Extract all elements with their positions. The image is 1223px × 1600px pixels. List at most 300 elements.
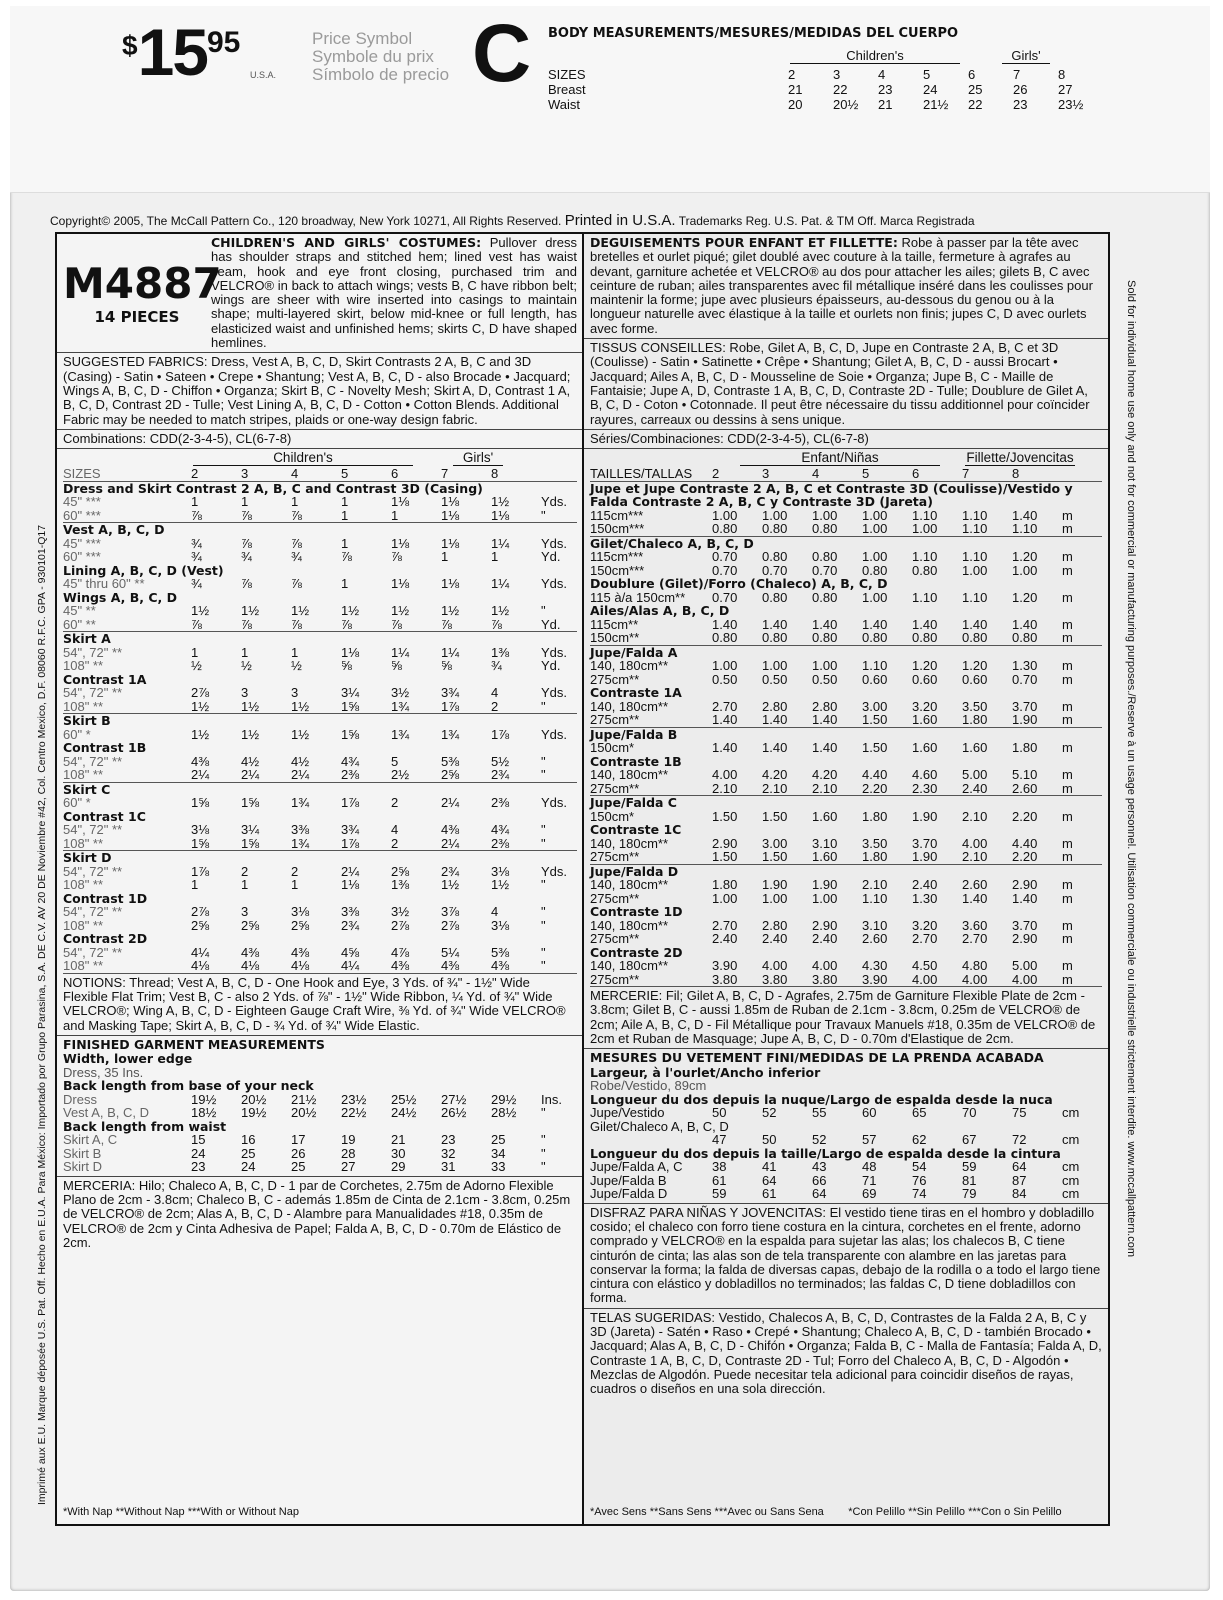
garment-label: Skirt A, C <box>63 1132 118 1148</box>
unit-cell: m <box>1062 671 1073 687</box>
measure-cell: 19½ <box>191 1091 217 1107</box>
fabric-width-row <box>63 946 577 960</box>
measure-cell: 26 <box>291 1145 306 1161</box>
cell-value: 27 <box>1058 82 1073 97</box>
sizes-row <box>590 467 1102 481</box>
amount-cell: 1.00 <box>1012 562 1038 578</box>
fabric-width-row <box>63 905 577 919</box>
amount-cell: ⅞ <box>191 618 241 632</box>
group-label: Wings A, B, C, D <box>63 589 177 605</box>
amount-cell: 3.10 <box>862 917 888 933</box>
fabric-width-row <box>590 618 1102 632</box>
unit-cell: " <box>541 917 546 933</box>
amount-cell: ⅞ <box>241 618 291 632</box>
measure-cell: 18½ <box>191 1105 217 1121</box>
amount-cell: 2¼ <box>441 837 491 851</box>
amount-cell: ¾ <box>191 549 202 565</box>
width-label: 54", 72" ** <box>63 904 123 920</box>
amount-cell: 0.80 <box>1012 631 1062 645</box>
amount-cell: 5½ <box>491 753 510 769</box>
description-fr <box>584 234 1108 339</box>
measure-cell: 15 <box>191 1132 206 1148</box>
amount-cell: 4⅛ <box>191 959 241 973</box>
fabric-width-row <box>63 796 577 810</box>
measure-cell: 64 <box>762 1172 777 1188</box>
fabric-group-row <box>590 645 1102 659</box>
amount-cell: 2.80 <box>762 698 788 714</box>
measure-cell: 23 <box>441 1132 456 1148</box>
amount-cell: 1.80 <box>1012 740 1038 756</box>
garment-label: Jupe/Falda B <box>590 1172 667 1188</box>
side-legal-text-right: Sold for individual home use only and not for commercial or manufacturing purposes./Reserve à un usage personnel. Utilisation commerciale ou industrielle strictement interdite. www.mccallpattern.com <box>1125 280 1137 1258</box>
mesures-title: MESURES DU VETEMENT FINI/MEDIDAS DE LA PRENDA ACABADA <box>590 1050 1044 1066</box>
measure-cell: 55 <box>812 1105 827 1121</box>
amount-cell: 1.40 <box>762 616 788 632</box>
unit-cell: cm <box>1062 1159 1080 1175</box>
size-header: 4 <box>291 467 341 481</box>
amount-cell: 4⅛ <box>291 959 341 973</box>
amount-cell: 1⅞ <box>341 795 360 811</box>
width-label: 108" ** <box>63 837 191 851</box>
fabric-width-row <box>590 700 1102 714</box>
amount-cell: 2.30 <box>912 782 962 796</box>
combinations: Combinations: CDD(2-3-4-5), CL(6-7-8) <box>57 430 583 449</box>
amount-cell: 1 <box>391 509 441 523</box>
width-label: 115 à/a 150cm** <box>590 589 686 605</box>
amount-cell: 1⅝ <box>191 837 241 851</box>
amount-cell: 1.90 <box>912 808 938 824</box>
amount-cell: 3.50 <box>862 835 888 851</box>
fabric-width-row <box>590 959 1102 973</box>
amount-cell: 1.50 <box>762 850 812 864</box>
finished-row <box>590 1187 1102 1201</box>
measure-cell: 20½ <box>241 1091 267 1107</box>
amount-cell: 1.60 <box>912 713 962 727</box>
amount-cell: 2.90 <box>1012 931 1038 947</box>
unit-cell: m <box>1062 917 1073 933</box>
fabric-width-row <box>590 878 1102 892</box>
amount-cell: 1 <box>291 494 299 510</box>
size-groups-fr <box>590 451 1102 467</box>
amount-cell: 2¼ <box>241 768 291 782</box>
finished-row <box>63 1133 577 1147</box>
price-symbol-en: Price Symbol <box>312 29 413 48</box>
unit-cell: m <box>1062 808 1073 824</box>
disfraz-description: DISFRAZ PARA NIÑAS Y JOVENCITAS: El vestido tiene tiras en el hombro y dobladillo cosido; el chaleco con forro tiene costura en la cintura, corchetes en el frente, adorno comprado y VELCRO® en la espalda para sujetar las alas; los chalecos B, C tiene cinturón de cinta; las alas son de tela transparente con alambre en las jaretas para conservar la forma; la falda de diversas capas, debajo de la rodilla o a todo el largo tiene cintura con elástico y dobladillos no terminados; las faldas C, D tiene dobladillos con forma. <box>584 1204 1108 1309</box>
amount-cell: 1⅝ <box>341 700 391 714</box>
pattern-header <box>57 234 583 353</box>
amount-cell: 1.60 <box>962 740 988 756</box>
amount-cell: 1.00 <box>762 658 788 674</box>
measure-cell: 59 <box>712 1186 727 1202</box>
pattern-pieces: 14 PIECES <box>94 308 180 326</box>
amount-cell: 1¾ <box>441 726 460 742</box>
measure-cell: 28 <box>341 1145 356 1161</box>
amount-cell: 4.00 <box>712 767 738 783</box>
width-label: 54", 72" ** <box>63 644 123 660</box>
measure-cell: 75 <box>1012 1105 1027 1121</box>
amount-cell: 4⅝ <box>341 944 360 960</box>
amount-cell: 1½ <box>341 603 360 619</box>
width-label: 115cm*** <box>590 549 644 565</box>
measure-cell: 67 <box>962 1132 977 1148</box>
amount-cell: 1¼ <box>491 576 510 592</box>
fabric-width-row <box>590 713 1102 727</box>
unit-cell: m <box>1062 782 1102 796</box>
amount-cell: 1½ <box>191 603 210 619</box>
amount-cell: 1.00 <box>862 522 912 536</box>
fabric-width-row <box>63 768 577 782</box>
fabric-group-row <box>590 577 1102 591</box>
amount-cell: 3.60 <box>962 917 988 933</box>
cell-value: 22 <box>968 97 983 112</box>
amount-cell: 1½ <box>491 494 510 510</box>
amount-cell: 2.70 <box>962 931 988 947</box>
width-label: 54", 72" ** <box>63 685 123 701</box>
amount-cell: ⅞ <box>241 535 252 551</box>
amount-cell: 3⅛ <box>191 822 210 838</box>
finished-row <box>590 1106 1102 1120</box>
size-groups <box>63 451 577 467</box>
amount-cell: 2¾ <box>441 863 460 879</box>
amount-cell: ⅞ <box>441 618 491 632</box>
amount-cell: 1⅛ <box>441 509 491 523</box>
amount-cell: 2.10 <box>712 782 762 796</box>
finished-subheading <box>63 1066 577 1080</box>
unit-cell: " <box>541 603 546 619</box>
measure-cell: 65 <box>912 1105 927 1121</box>
unit-cell: Yds. <box>541 685 568 701</box>
unit-cell: Yds. <box>541 535 568 551</box>
description-body: Pullover dress has shoulder straps and stitched hem; lined vest has waist seam, hook and eye front closing, purchased trim and VELCRO® in back to attach wings; vests B, C have ribbon belt; wings are sheer with wire inserted into casings to maintain shape; multi-layered skirt, below mid-knee or full length, has elasticized waist and unfinished hems; skirts C, D have shaped hemlines. <box>211 235 577 351</box>
amount-cell: 1.10 <box>912 507 938 523</box>
unit-cell: " <box>541 1132 546 1148</box>
amount-cell: 1¾ <box>391 700 441 714</box>
amount-cell: 2¼ <box>291 768 341 782</box>
amount-cell: 4¼ <box>341 959 391 973</box>
amount-cell: 5⅜ <box>441 753 460 769</box>
unit-cell: Ins. <box>541 1091 562 1107</box>
group-label: Jupe/Falda C <box>590 795 677 811</box>
width-label: 150cm* <box>590 808 635 824</box>
amount-cell: 3.70 <box>1012 917 1038 933</box>
measure-cell: 21½ <box>291 1091 317 1107</box>
measure-cell: 84 <box>1012 1186 1027 1202</box>
group-label: Contraste 1C <box>590 822 682 838</box>
fabric-width-row <box>590 631 1102 645</box>
amount-cell: 4⅜ <box>191 753 210 769</box>
finished-measurements <box>57 1036 583 1177</box>
width-label: 275cm** <box>590 973 712 987</box>
unit-cell: " <box>541 700 577 714</box>
unit-cell: cm <box>1062 1186 1080 1202</box>
amount-cell: 0.80 <box>812 549 838 565</box>
unit-cell: m <box>1062 698 1073 714</box>
unit-cell: " <box>541 768 577 782</box>
measure-cell: 20½ <box>291 1105 317 1121</box>
amount-cell: 1.20 <box>1012 549 1038 565</box>
unit-cell: " <box>541 944 546 960</box>
measure-cell: 27½ <box>441 1091 467 1107</box>
unit-cell: Yd. <box>541 618 577 632</box>
amount-cell: 2.10 <box>812 782 862 796</box>
amount-cell: 4.40 <box>862 767 888 783</box>
body-measurement-row <box>548 68 1103 82</box>
amount-cell: 1⅛ <box>391 535 410 551</box>
amount-cell: 3⅞ <box>441 904 460 920</box>
amount-cell: 2⅞ <box>191 904 210 920</box>
fabric-width-row <box>63 618 577 632</box>
amount-cell: 1⅝ <box>241 837 291 851</box>
amount-cell: 2.60 <box>862 931 888 947</box>
body-measurement-row <box>548 98 1103 112</box>
amount-cell: 1⅛ <box>441 535 460 551</box>
garment-label: Gilet/Chaleco A, B, C, D <box>590 1118 729 1134</box>
width-label: 108" ** <box>63 917 104 933</box>
amount-cell: 1¾ <box>291 795 310 811</box>
amount-cell: 3½ <box>391 904 410 920</box>
cell-value: 4 <box>878 67 886 82</box>
metrage-section <box>584 449 1108 987</box>
fabric-group-row <box>590 905 1102 919</box>
measure-cell: 87 <box>1012 1172 1027 1188</box>
amount-cell: 1.10 <box>1012 522 1062 536</box>
amount-cell: 1⅞ <box>441 700 491 714</box>
amount-cell: 2.40 <box>912 877 938 893</box>
fabric-width-row <box>590 591 1102 605</box>
amount-cell: 2¼ <box>441 795 460 811</box>
unit-cell: m <box>1062 973 1102 987</box>
group-childrens: Children's <box>193 451 413 466</box>
group-label: Skirt A <box>63 631 111 647</box>
fabric-width-row <box>590 837 1102 851</box>
cell-value: 22 <box>833 82 848 97</box>
width-label: 108" ** <box>63 877 104 893</box>
amount-cell: 2.60 <box>1012 782 1062 796</box>
amount-cell: 1 <box>291 877 299 893</box>
fabric-group-row <box>590 755 1102 769</box>
fabric-group-row <box>590 481 1102 509</box>
amount-cell: 0.80 <box>812 631 862 645</box>
fabric-width-row <box>590 919 1102 933</box>
amount-cell: ⅞ <box>241 509 291 523</box>
amount-cell: 4.00 <box>912 973 962 987</box>
fabric-width-row <box>590 973 1102 987</box>
unit-cell: cm <box>1062 1172 1080 1188</box>
amount-cell: 1½ <box>491 877 510 893</box>
finished-row <box>590 1174 1102 1188</box>
fabric-width-row <box>590 782 1102 796</box>
finished-row <box>590 1160 1102 1174</box>
amount-cell: 2 <box>291 863 299 879</box>
amount-cell: 1.30 <box>1012 658 1038 674</box>
amount-cell: ⅝ <box>341 658 352 674</box>
fabric-width-row <box>63 700 577 714</box>
amount-cell: 2.80 <box>762 917 788 933</box>
amount-cell: 1 <box>441 549 449 565</box>
amount-cell: 2⅝ <box>241 917 260 933</box>
amount-cell: 1⅛ <box>441 494 460 510</box>
amount-cell: 1⅛ <box>341 644 360 660</box>
amount-cell: 1.10 <box>912 549 938 565</box>
amount-cell: 3.00 <box>762 835 788 851</box>
amount-cell: 2.70 <box>712 917 738 933</box>
amount-cell: 1 <box>291 644 299 660</box>
fabric-width-row <box>590 810 1102 824</box>
unit-cell: Yds. <box>541 726 568 742</box>
copyright-text: Copyright© 2005, The McCall Pattern Co., 120 broadway, New York 10271, All Rights Reserved. <box>50 214 562 228</box>
amount-cell: ¾ <box>191 535 202 551</box>
amount-cell: 2⅞ <box>191 685 210 701</box>
amount-cell: 2⅝ <box>391 863 410 879</box>
amount-cell: ⅞ <box>291 535 302 551</box>
width-label: 140, 180cm** <box>590 958 669 974</box>
group-label: Jupe/Falda B <box>590 726 678 742</box>
amount-cell: 1⅜ <box>391 877 410 893</box>
amount-cell: 0.70 <box>1012 671 1038 687</box>
garment-label: Skirt B <box>63 1145 102 1161</box>
amount-cell: 1 <box>241 644 249 660</box>
measure-cell: 33 <box>491 1159 506 1175</box>
description-title: CHILDREN'S AND GIRLS' COSTUMES: <box>211 235 482 250</box>
cell-value: 7 <box>1013 67 1021 82</box>
measure-cell: 17 <box>291 1132 306 1148</box>
measure-cell: 26½ <box>441 1105 467 1121</box>
amount-cell: ¾ <box>191 576 202 592</box>
amount-cell: 2¼ <box>341 863 360 879</box>
amount-cell: 3.80 <box>762 973 812 987</box>
group-fillette: Fillette/Jovencitas <box>966 450 1074 466</box>
unit-cell: " <box>541 1105 546 1121</box>
amount-cell: 2.40 <box>812 931 838 947</box>
width-label: 54", 72" ** <box>63 944 123 960</box>
fabric-group-row <box>590 604 1102 618</box>
fabric-width-row <box>63 577 577 591</box>
measure-cell: 41 <box>762 1159 777 1175</box>
amount-cell: ⅞ <box>291 509 341 523</box>
group-label: Dress and Skirt Contrast 2 A, B, C and Contrast 3D (Casing) <box>63 480 483 496</box>
telas-sugeridas: TELAS SUGERIDAS: Vestido, Chalecos A, B, C, D, Contrastes de la Falda 2 A, B, C y 3D (Jareta) - Satén • Raso • Crepé • Shantung; Chaleco A, B, C, D - también Brocado • Jacquard; Alas A, B, C, D - Chifón • Organza; Falda B, C - Malla de Fantasía; Falda A, D, Contraste 1 A, B, C, D, Contraste 2D - Tul; Forro del Chaleco A, B, C, D - Algodón • Mezclas de Algodón. Puede necesitar tela adicional para coincidir diseños de rayas, cuadros o diseños en una sola dirección. <box>590 1309 1102 1397</box>
unit-cell: m <box>1062 958 1073 974</box>
finished-row <box>63 1093 577 1107</box>
yardage-table <box>63 467 577 974</box>
unit-cell: " <box>541 959 577 973</box>
amount-cell: 4⅞ <box>391 944 410 960</box>
amount-cell: 1.10 <box>912 589 938 605</box>
amount-cell: 2⅞ <box>441 917 460 933</box>
amount-cell: 4⅜ <box>491 959 541 973</box>
group-label: Contrast 1B <box>63 740 147 756</box>
cell-value: 23 <box>878 82 893 97</box>
amount-cell: 1¾ <box>291 837 341 851</box>
amount-cell: 0.70 <box>712 549 738 565</box>
amount-cell: 1.40 <box>812 740 838 756</box>
amount-cell: 1.40 <box>862 616 888 632</box>
unit-cell: cm <box>1062 1132 1080 1148</box>
amount-cell: 3.70 <box>1012 698 1038 714</box>
unit-cell: m <box>1062 616 1073 632</box>
amount-cell: ⅞ <box>391 549 402 565</box>
amount-cell: 1½ <box>191 726 210 742</box>
width-label: 150cm* <box>590 740 635 756</box>
amount-cell: 1⅝ <box>341 726 360 742</box>
measure-cell: 29 <box>391 1159 406 1175</box>
width-label: 108" ** <box>63 658 104 674</box>
amount-cell: 1.00 <box>812 507 838 523</box>
amount-cell: 1½ <box>291 700 341 714</box>
amount-cell: 0.80 <box>962 631 1012 645</box>
finished-row <box>63 1106 577 1120</box>
amount-cell: 2.20 <box>862 782 912 796</box>
fabric-group-row <box>63 932 577 946</box>
cell-value: 2 <box>788 67 796 82</box>
french-spanish-panel <box>582 232 1110 1526</box>
fabric-group-row <box>590 946 1102 960</box>
measure-cell: 50 <box>712 1105 727 1121</box>
unit-cell: " <box>541 822 546 838</box>
amount-cell: 1¼ <box>441 644 460 660</box>
yardage-section <box>57 449 583 974</box>
amount-cell: 2.60 <box>962 877 988 893</box>
amount-cell: 2.10 <box>762 782 812 796</box>
amount-cell: ¾ <box>491 658 502 674</box>
amount-cell: 4.30 <box>862 958 888 974</box>
amount-cell: ⅞ <box>291 618 341 632</box>
amount-cell: 1½ <box>191 700 241 714</box>
amount-cell: 1.00 <box>812 890 838 906</box>
width-label: 45" *** <box>63 494 101 510</box>
amount-cell: ⅝ <box>391 658 402 674</box>
subheading-text: Dress, 35 Ins. <box>63 1064 144 1080</box>
amount-cell: ⅞ <box>191 509 241 523</box>
amount-cell: 3.70 <box>912 835 938 851</box>
amount-cell: 2.10 <box>962 850 1012 864</box>
amount-cell: 1 <box>341 509 391 523</box>
cell-value: 3 <box>833 67 841 82</box>
amount-cell: 1.60 <box>812 808 838 824</box>
mercerie: MERCERIE: Fil; Gilet A, B, C, D - Agrafes, 2.75m de Garniture Flexible Plate de 2cm - 3.8cm; Gilet B, C - aussi 1.85m de Ruban de 2.1cm - 3.8cm, 0.25m de VELCRO® de 2cm; Aile A, B, C, D - Fil Métallique pour Travaux Manuels #18, 0.35m de VELCRO® de 2cm et Ruban de Masquage; Jupe A, B, C, D - 0.70m d'Elastique de 2cm. <box>584 987 1108 1049</box>
measure-cell: 25½ <box>391 1091 417 1107</box>
amount-cell: 1.50 <box>712 808 738 824</box>
amount-cell: 1.40 <box>712 713 762 727</box>
size-header: 7 <box>441 467 491 481</box>
amount-cell: 0.80 <box>812 589 838 605</box>
amount-cell: 3.20 <box>912 698 938 714</box>
amount-cell: 1.10 <box>862 658 888 674</box>
amount-cell: 2.80 <box>812 698 838 714</box>
amount-cell: 1½ <box>391 603 410 619</box>
amount-cell: 0.80 <box>862 631 912 645</box>
measure-cell: 16 <box>241 1132 256 1148</box>
measure-cell: 19½ <box>241 1105 267 1121</box>
width-label: 60" *** <box>63 549 101 565</box>
fabric-group-row <box>590 686 1102 700</box>
suggested-fabrics: SUGGESTED FABRICS: Dress, Vest A, B, C, D, Skirt Contrasts 2 A, B, C and 3D (Casing) - Satin • Sateen • Crepe • Shantung; Vest A, B, C, D - also Brocade • Jacquard; Wings A, B, C, D - Chiffon • Organza; Skirt B, C - Novelty Mesh; Skirt A, D, Contrast 1 A, B, C, D, Contrast 2D - Tulle; Vest Lining A, B, C, D - Cotton • Cotton Blends. Additional Fabric may be needed to match stripes, plaids or one-way design fabric. <box>57 353 583 429</box>
measure-cell: 50 <box>762 1132 777 1148</box>
amount-cell: ¾ <box>291 549 302 565</box>
amount-cell: 2.10 <box>862 877 888 893</box>
amount-cell: 2⅜ <box>341 768 391 782</box>
finished-row <box>590 1133 1102 1147</box>
price-main: 15 <box>137 15 207 89</box>
amount-cell: 4.00 <box>812 958 838 974</box>
amount-cell: 2¾ <box>341 917 360 933</box>
fabric-width-row <box>63 686 577 700</box>
amount-cell: 3¼ <box>241 822 260 838</box>
amount-cell: 3¾ <box>441 685 460 701</box>
width-label: 60" * <box>63 726 91 742</box>
amount-cell: 1⅛ <box>341 877 360 893</box>
